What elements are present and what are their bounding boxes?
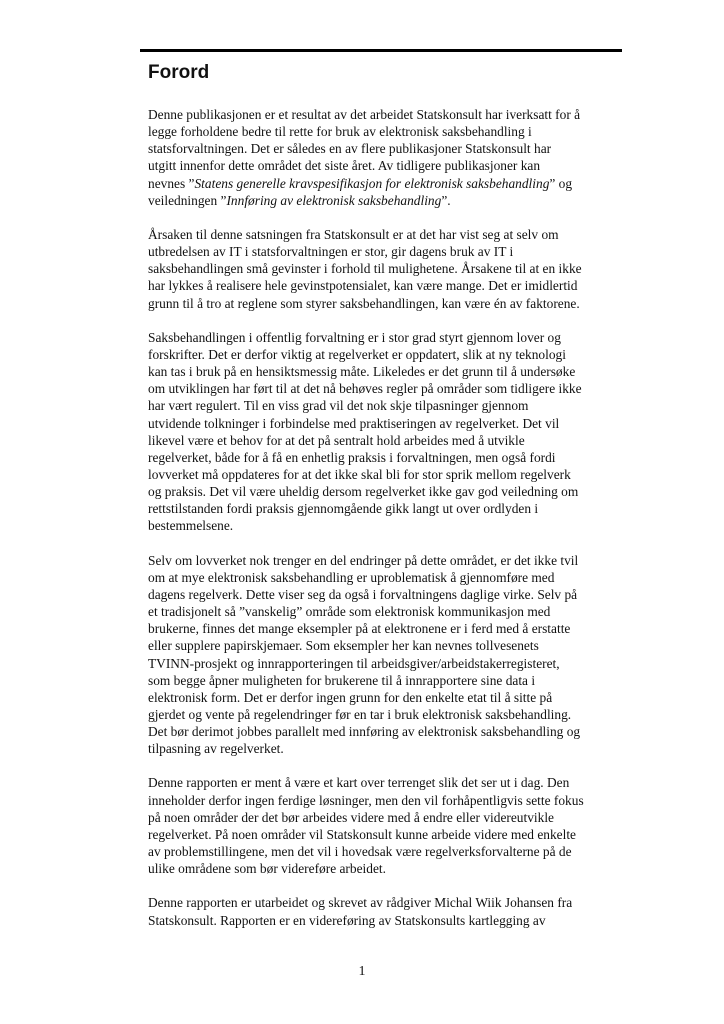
text-fragment: ” og xyxy=(549,175,573,191)
text-line: lovverket må oppdateres for at det ikke skal bli for stor sprik mellom regelverk xyxy=(148,466,571,482)
text-line: av problemstillingene, men det vil i hovedsak være regelverksforvalterne på de xyxy=(148,844,572,860)
italic-title: Statens generelle kravspesifikasjon for elektronisk saksbehandling xyxy=(194,175,550,191)
text-line: saksbehandlingen små gevinster i forhold til mulighetene. Årsakene til at en ikke xyxy=(148,261,582,277)
text-line: rettstilstanden fordi praksis gjennomgående gikk langt ut over ordlyden i xyxy=(148,501,539,517)
text-line: på noen områder der det bør arbeides videre med å endre eller videreutvikle xyxy=(148,809,554,825)
paragraph xyxy=(148,329,622,535)
text-line: Saksbehandlingen i offentlig forvaltning er i stor grad styrt gjennom lover og xyxy=(148,329,561,345)
text-line: grunn til å tro at reglene som styrer saksbehandlingen, kan være én av faktorene. xyxy=(148,295,580,311)
text-line: dagens regelverk. Dette viser seg da også i forvaltningens daglige virke. Selv på xyxy=(148,586,578,602)
body-text xyxy=(148,106,622,946)
text-line: om at mye elektronisk saksbehandling er uproblematisk å gjennomføre med xyxy=(148,569,555,585)
text-line xyxy=(148,192,622,209)
page-number: 1 xyxy=(358,964,366,979)
text-line: utgitt innenfor dette området det siste året. Av tidligere publikasjoner kan xyxy=(148,158,541,174)
text-line: elektronisk form. Det er derfor ingen grunn for den enkelte etat til å sitte på xyxy=(148,689,553,705)
text-line: regelverket. På noen områder vil Statskonsult kunne arbeide videre med enkelte xyxy=(148,826,576,842)
text-fragment: nevnes ” xyxy=(148,175,195,191)
text-fragment: veiledningen ” xyxy=(148,192,227,208)
paragraph xyxy=(148,774,622,877)
text-line: tilpasning av regelverket. xyxy=(148,741,284,757)
paragraph xyxy=(148,106,622,209)
text-line: legge forholdene bedre til rette for bruk av elektronisk saksbehandling i xyxy=(148,124,532,140)
paragraph xyxy=(148,894,622,928)
text-line: gjerdet og vente på regelendringer før en tar i bruk elektronisk saksbehandling. xyxy=(148,707,572,722)
page-title: Forord xyxy=(148,62,210,83)
italic-title: Innføring av elektronisk saksbehandling xyxy=(226,192,442,208)
text-line: Denne rapporten er ment å være et kart over terrenget slik det ser ut i dag. Den xyxy=(148,775,570,791)
text-line: statsforvaltningen. Det er således en av flere publikasjoner Statskonsult har xyxy=(148,141,552,157)
text-line: Det bør derimot jobbes parallelt med innføring av elektronisk saksbehandling og xyxy=(148,724,581,740)
text-line: Årsaken til denne satsningen fra Statskonsult er at det har vist seg at selv om xyxy=(148,226,559,242)
text-line: likevel være et behov for at det på sentralt hold arbeides med å utvikle xyxy=(148,432,525,448)
text-line: har lykkes å realisere hele gevinstpotensialet, kan være mange. Det er imidlertid xyxy=(148,278,578,294)
text-line: bestemmelsene. xyxy=(148,518,234,534)
text-line: som begge åpner muligheten for brukerene til å innrapportere sine data i xyxy=(148,672,536,688)
text-line: utvidende tolkninger i forbindelse med praktiseringen av regelverket. Det vil xyxy=(148,415,560,431)
text-line: brukerne, finnes det mange eksempler på at elektronene er i ferd med å erstatte xyxy=(148,621,571,637)
text-line: et tradisjonelt så ”vanskelig” område som elektronisk kommunikasjon med xyxy=(148,604,551,620)
text-line: forskrifter. Det er derfor viktig at regelverket er oppdatert, slik at ny teknologi xyxy=(148,346,566,362)
paragraph xyxy=(148,226,622,312)
text-line: TVINN-prosjekt og innrapporteringen til arbeidsgiver/arbeidstakerregisteret, xyxy=(148,655,560,671)
text-line: inneholder derfor ingen ferdige løsninger, men den vil forhåpentligvis sette fokus xyxy=(148,792,584,808)
text-line: kan tas i bruk på en hensiktsmessig måte. Likeledes er det grunn til å undersøke xyxy=(148,364,576,380)
text-line: utbredelsen av IT i statsforvaltningen er stor, gir dagens bruk av IT i xyxy=(148,244,514,260)
text-line: eller supplere papirskjemaer. Som eksempler her kan nevnes tollvesenets xyxy=(148,638,539,654)
text-line: om utviklingen har ført til at det nå behøves regler på områder som tidligere ikke xyxy=(148,381,582,397)
text-line xyxy=(148,175,622,192)
text-line: har vært regulert. Til en viss grad vil det nok skje tilpasninger gjennom xyxy=(148,398,529,414)
text-line: Selv om lovverket nok trenger en del endringer på dette området, er det ikke tvil xyxy=(148,552,579,568)
text-line: ulike områdene som bør videreføre arbeidet. xyxy=(148,861,386,877)
text-line: Denne publikasjonen er et resultat av det arbeidet Statskonsult har iverksatt for å xyxy=(148,107,581,122)
text-line: Denne rapporten er utarbeidet og skrevet av rådgiver Michal Wiik Johansen fra xyxy=(148,895,573,911)
text-line: og praksis. Det vil være uheldig dersom regelverket ikke gav god veiledning om xyxy=(148,484,579,500)
text-fragment: ”. xyxy=(441,192,451,208)
paragraph xyxy=(148,552,622,758)
text-line: Statskonsult. Rapporten er en videreføring av Statskonsults kartlegging av xyxy=(148,912,546,928)
top-rule xyxy=(140,49,622,52)
text-line: regelverket, både for å få en enhetlig praksis i forvaltningen, men også fordi xyxy=(148,449,556,465)
